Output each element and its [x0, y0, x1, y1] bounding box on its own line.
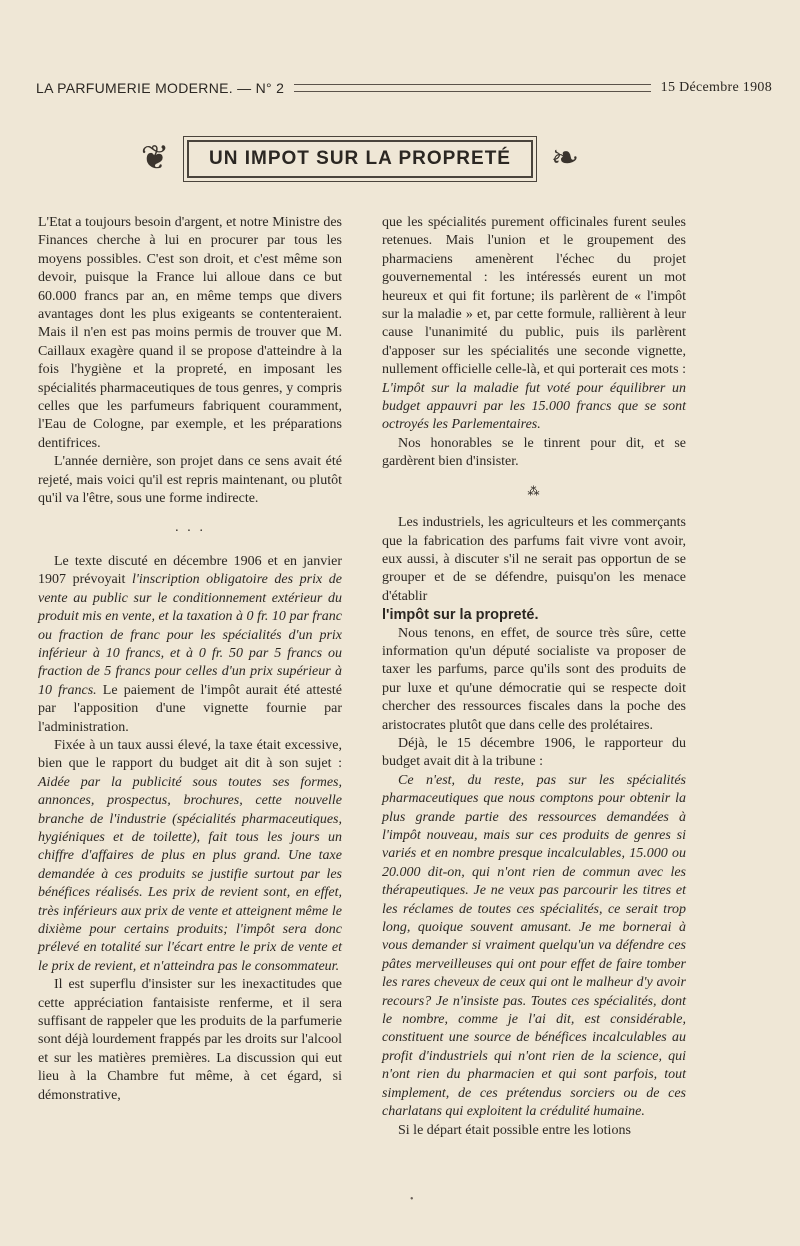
quotation: Ce n'est, du reste, pas sur les spécialités pharmaceutiques que nous comptons pour obtenir la plus grande partie des ressources demandées à l'impôt nouveau, mais sur ces produits de genres si variés et en nombre presque incalculables, 15.000 ou 20.000 dit-on, qui n'ont rien de commun avec les thérapeutiques. Je ne veux pas parcourir les titres et les réclames de toutes ces spécialités, ce serait trop long, quoique souvent amusant. Je me bornerai à vous demander si vraiment quelqu'un va défendre ces pâtes merveilleuses qui ont pour effet de faire tomber les rares cheveux de ceux qui ont le malheur d'y avoir recours? Je n'insiste pas. Toutes ces spécialités, dont le nombre, comme je l'ai dit, est considérable, constituent une source de bénéfices incalculables au profit d'industriels qui n'ont rien de la science, qui n'ont rien du pharmacien et qui sont parfois, tout simplement, de ces prétendus sorciers ou de ces charlatans qui exploitent la crédulité humaine. — [382, 772, 686, 1120]
paragraph: Si le départ était possible entre les lotions — [398, 1122, 631, 1138]
left-ornament-icon: ❦ — [140, 140, 170, 177]
paragraph: Il est superflu d'insister sur les inexactitudes que cette appréciation fantaisiste renferme, et il sera suffisant de rappeler que les produits de la parfumerie sont déjà lourdement frappés par les droits sur l'alcool et sur les matières premières. La discussion qui eut lieu à la Chambre fut même, à cet égard, si démonstrative, — [38, 977, 342, 1103]
right-ornament-icon: ❧ — [550, 140, 580, 177]
paragraph: Nos honorables se le tinrent pour dit, et se gardèrent bien d'insister. — [382, 435, 686, 470]
paragraph: Nous tenons, en effet, de source très sûre, cette information qu'un député socialiste va proposer de taxer les parfums, parce qu'ils sont des produits de pur luxe et qu'une démocratie qui se respecte doit chercher des ressources fiscales dans la poche des aristocrates plutôt que dans celle des prolétaires. — [382, 625, 686, 733]
running-header — [36, 76, 772, 100]
paragraph: L'Etat a toujours besoin d'argent, et notre Ministre des Finances cherche à lui en procurer par tous les moyens possibles. C'est son droit, et c'est même son devoir, puisque la France lui alloue dans ce but 60.000 francs par an, en même temps que divers avantages dont les plus exigeants se contenteraient. Mais il n'en est pas moins permis de trouver que M. Caillaux exagère quand il se propose d'atteindre à la fois l'hygiène et la propreté, en imposant les spécialités pharmaceutiques de tous genres, y compris celles que les parfumeurs fabriquent couramment, l'Eau de Cologne, par exemple, et les préparations dentifrices. — [38, 215, 342, 451]
right-column — [382, 214, 686, 1140]
paragraph: Fixée à un taux aussi élevé, la taxe était excessive, bien que le rapport du budget ait dit à son sujet : Aidée par la publicité sous toutes ses formes, annonces, prospectus, brochures, cette nouvelle branche de l'industrie (spécialités pharmaceutiques, hygiéniques et de toilette), fait tous les jours un chiffre d'affaires de plus en plus grand. Une taxe demandée à ces produits se justifie surtout par les bénéfices réalisés. Les prix de revient sont, en effet, très inférieurs aux prix de vente et atteignent même le dixième pour certains produits; l'impôt sera donc prélevé en totalité sur l'écart entre le prix de vente et le prix de revient, et n'atteindra pas le consommateur. — [38, 737, 342, 974]
paragraph: Déjà, le 15 décembre 1906, le rapporteur du budget avait dit à la tribune : — [382, 735, 686, 770]
left-column — [38, 214, 342, 1105]
section-separator: · · · — [174, 523, 206, 539]
page-mark: • — [410, 1194, 414, 1205]
paragraph: Le texte discuté en décembre 1906 et en janvier 1907 prévoyait l'inscription obligatoire des prix de vente au public sur le conditionnement extérieur du produit mis en vente, et la taxation à 0 fr. 10 par franc ou fraction de franc pour les spécialités d'un prix inférieur à 10 francs, et à 0 fr. 50 par 5 francs ou fraction de 5 francs pour celles d'un prix supérieur à 10 francs. Le paiement de l'impôt aurait été attesté par l'apposition d'une vignette fournie par l'administration. — [38, 553, 342, 735]
bold-phrase: l'impôt sur la propreté. — [382, 607, 539, 624]
journal-title: LA PARFUMERIE MODERNE. — N° 2 — [36, 80, 285, 96]
paragraph: que les spécialités purement officinales furent seules retenues. Mais l'union et le groupement des pharmaciens amenèrent l'échec du projet gouvernemental : les intéressés eurent un mot heureux et qui fit fortune; ils parlèrent de « l'impôt sur la maladie » et, par cette formule, rallièrent à leur cause l'unanimité du public, puis ils parlèrent d'apposer sur les spécialités une seconde vignette, nullement officielle celle-là, et qui porterait ces mots : L'impôt sur la maladie fut voté pour équilibrer un budget appauvri par les 15.000 francs que se sont octroyés les Parlementaires. — [382, 215, 686, 433]
paragraph: L'année dernière, son projet dans ce sens avait été rejeté, mais voici qu'il est repris maintenant, ou plutôt qu'il va l'être, sous une forme indirecte. — [38, 454, 342, 507]
article-title: UN IMPOT SUR LA PROPRETÉ — [187, 140, 533, 178]
asterism-separator: ⁂ — [527, 483, 541, 498]
paragraph: Les industriels, les agriculteurs et les commerçants que la fabrication des parfums fait vivre vont avoir, eux aussi, à discuter s'il ne serait pas opportun de se grouper et de se défendre, puisqu'on les menace d'établir — [382, 515, 686, 604]
title-frame — [183, 136, 537, 182]
article-title-block — [130, 134, 590, 184]
issue-date: 15 Décembre 1908 — [660, 80, 772, 95]
header-rule — [294, 84, 650, 92]
